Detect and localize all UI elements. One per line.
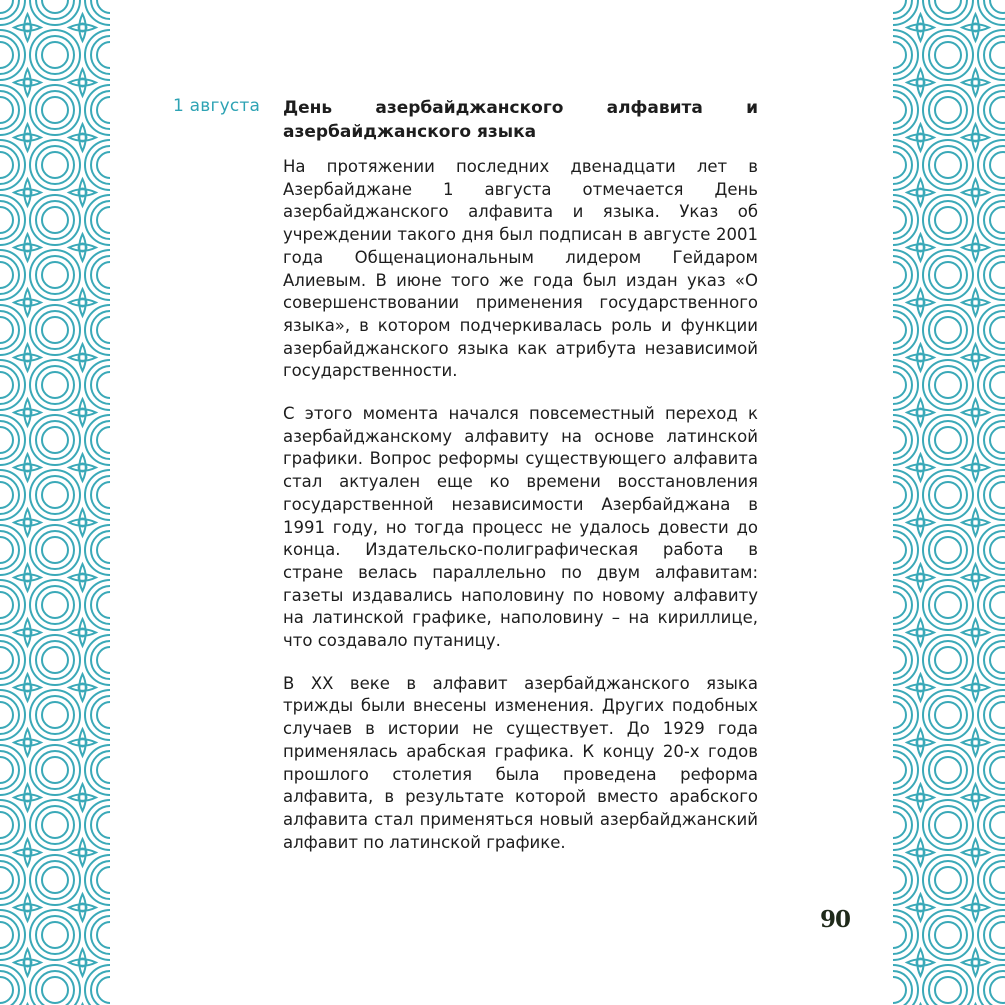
- pattern-ornament-icon: [893, 0, 1005, 1005]
- paragraph: С этого момента начался повсеместный переход к азербайджанскому алфавиту на основе латинской графики. Вопрос реформы существующего алфавита стал актуален еще ко времени восстановления государственной независимости Азербайджана в 1991 году, но тогда процесс не удалось довести до конца. Издательско-полиграфическая работа в стране велась параллельно по двум алфавитам: газеты издавались наполовину по новому алфавиту на латинской графике, наполовину – на кириллице, что создавало путаницу.: [283, 404, 758, 651]
- section-title: День азербайджанского алфавита и азербайджанского языка: [283, 98, 758, 142]
- decorative-pattern-right: [893, 0, 1005, 1005]
- date-label: 1 августа: [173, 96, 261, 116]
- paragraph: На протяжении последних двенадцати лет в Азербайджане 1 августа отмечается День азербайджанского алфавита и языка. Указ об учреждении такого дня был подписан в августе 2001 года Общенациональным лидером Гейдаром Алиевым. В июне того же года был издан указ «О совершенствовании применения государственного языка», в котором подчеркивалась роль и функции азербайджанского языка как атрибута независимой государственности.: [283, 157, 758, 381]
- pattern-ornament-icon: [0, 0, 110, 1005]
- page-content: [110, 0, 893, 1005]
- body-text: [283, 156, 758, 874]
- paragraph: В XX веке в алфавит азербайджанского языка трижды были внесены изменения. Других подобных случаев в истории не существует. До 1929 года применялась арабская графика. К концу 20-х годов прошлого столетия была проведена реформа алфавита, в результате которой вместо арабского алфавита стал применяться новый азербайджанский алфавит по латинской графике.: [283, 673, 758, 852]
- decorative-pattern-left: [0, 0, 110, 1005]
- page-number: 90: [820, 906, 851, 933]
